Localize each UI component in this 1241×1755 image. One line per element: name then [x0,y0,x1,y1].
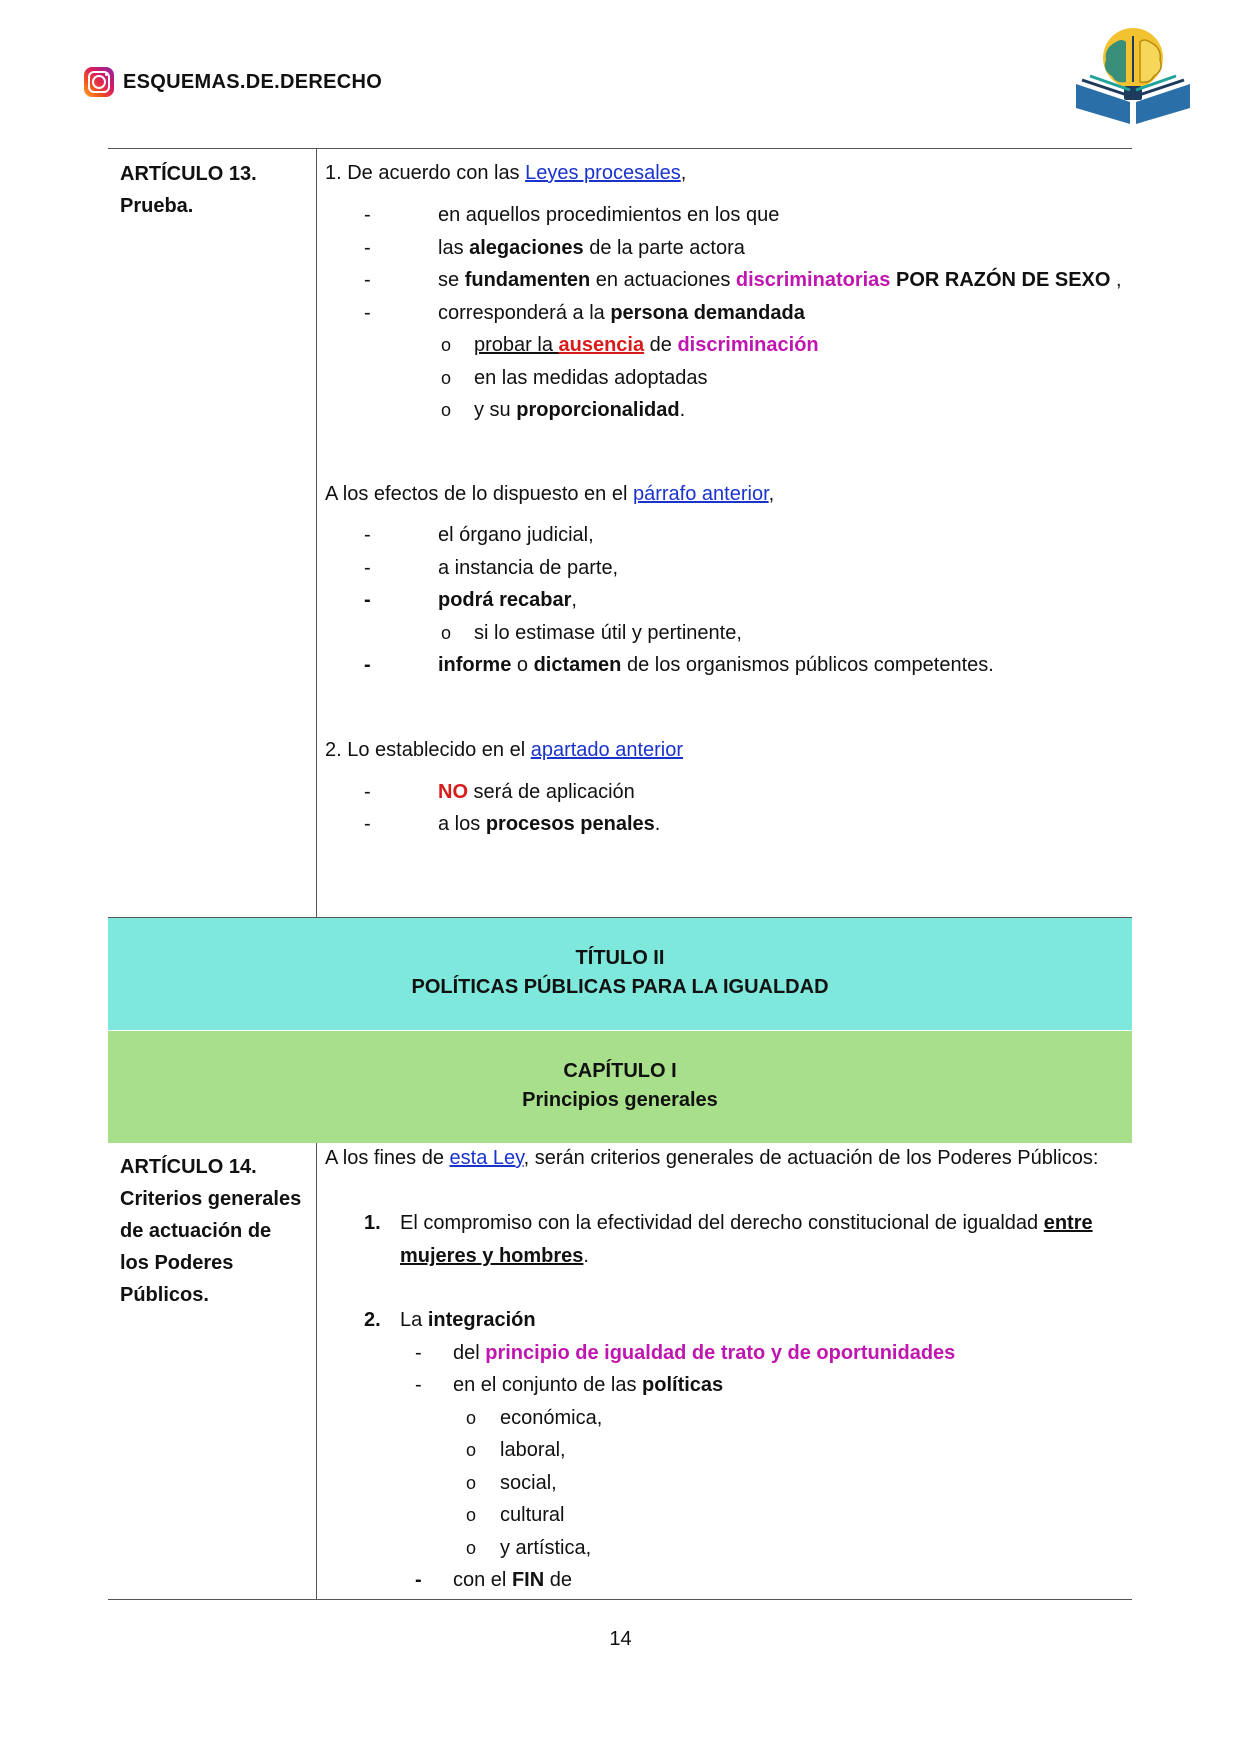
article-13-title: Prueba. [120,195,194,217]
table-top-rule [108,148,1132,149]
capitulo-name: Principios generales [522,1089,718,1111]
article-14-label [120,1151,301,1311]
table-bottom-rule [108,1599,1132,1600]
article-14-title-line: los Poderes [120,1252,234,1274]
brand-name[interactable]: ESQUEMAS.DE.DERECHO [123,70,383,93]
article-14-title-line: Públicos. [120,1284,209,1306]
titulo-name: POLÍTICAS PÚBLICAS PARA LA IGUALDAD [411,976,829,998]
column-divider-art14 [316,1143,317,1600]
paragraph-2: A los efectos de lo dispuesto en el párrafo anterior, [325,483,775,505]
instagram-icon[interactable] [84,67,114,97]
link-parrafo-anterior[interactable]: párrafo anterior [632,483,769,505]
article-14-number: ARTÍCULO 14. [120,1156,257,1178]
brain-lightbulb-book-logo [1070,24,1196,130]
capitulo-number: CAPÍTULO I [563,1060,677,1082]
titulo-band [108,918,1132,1030]
capitulo-band [108,1031,1132,1143]
paragraph-1: 1. De acuerdo con las Leyes procesales, [325,162,687,184]
link-leyes-procesales[interactable]: Leyes procesales [525,162,681,184]
page-number: 14 [609,1628,632,1650]
column-divider-art13 [316,148,317,918]
article-14-title-line: Criterios generales [120,1188,302,1210]
link-apartado-anterior[interactable]: apartado anterior [530,739,684,761]
article-13-number: ARTÍCULO 13. [120,163,257,185]
paragraph-3: 2. Lo establecido en el apartado anterior [325,739,684,761]
article-14-title-line: de actuación de [120,1220,272,1242]
titulo-number: TÍTULO II [575,947,665,969]
link-esta-ley[interactable]: esta Ley [449,1147,524,1169]
article-14-intro: A los fines de esta Ley, serán criterios generales de actuación de los Poderes Públicos: [325,1147,1099,1169]
article-13-label [120,158,257,222]
brand-header [84,66,382,98]
